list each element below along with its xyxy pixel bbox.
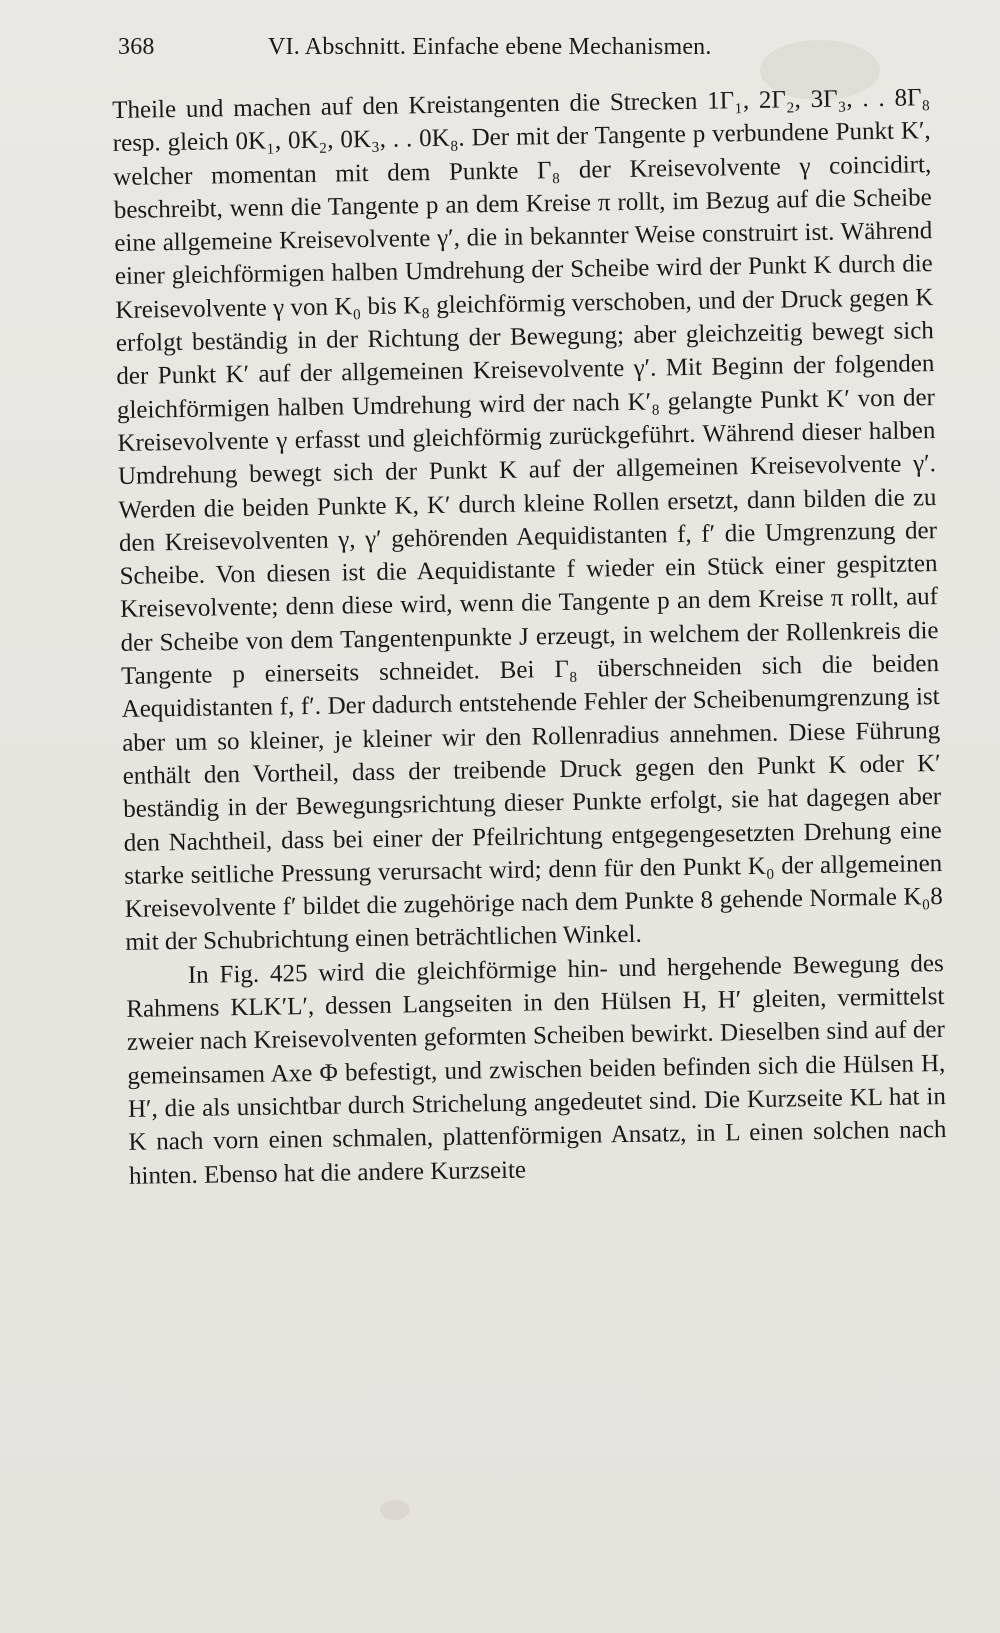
body-text [112, 81, 947, 1193]
paragraph: Theile und machen auf den Kreistangenten die Strecken 1Γ₁, 2Γ₂, 3Γ₃, . . 8Γ₈ resp. gleich 0K₁, 0K₂, 0K₃, . . 0K₈. Der mit der Tangente p verbundene Punkt K′, welcher momentan mit dem Punkte Γ₈ der Kreisevolvente γ coincidirt, beschreibt, wenn die Tangente p an dem Kreise π rollt, im Bezug auf die Scheibe eine allgemeine Kreisevolvente γ′, die in bekannter Weise construirt ist. Während einer gleichförmigen halben Umdrehung der Scheibe wird der Punkt K durch die Kreisevolvente γ von K₀ bis K₈ gleichförmig verschoben, und der Druck gegen K erfolgt beständig in der Richtung der Bewegung; aber gleichzeitig bewegt sich der Punkt K′ auf der allgemeinen Kreisevolvente γ′. Mit Beginn der folgenden gleichförmigen halben Umdrehung wird der nach K′₈ gelangte Punkt K′ von der Kreisevolvente γ erfasst und gleichförmig zurückgeführt. Während dieser halben Umdrehung bewegt sich der Punkt K auf der allgemeinen Kreisevolvente γ′. Werden die beiden Punkte K, K′ durch kleine Rollen ersetzt, dann bilden die zu den Kreisevolventen γ, γ′ gehörenden Aequidistanten f, f′ die Umgrenzung der Scheibe. Von diesen ist die Aequidistante f wieder ein Stück einer gespitzten Kreisevolvente; denn diese wird, wenn die Tangente p an dem Kreise π rollt, auf der Scheibe von dem Tangentenpunkte J erzeugt, in welchem der Rollenkreis die Tangente p einerseits schneidet. Bei Γ₈ überschneiden sich die beiden Aequidistanten f, f′. Der dadurch entstehende Fehler der Scheibenumgrenzung ist aber um so kleiner, je kleiner wir den Rollenradius annehmen. Diese Führung enthält den Vortheil, dass der treibende Druck gegen den Punkt K oder K′ beständig in der Bewegungsrichtung dieser Punkte erfolgt, sie hat dagegen aber den Nachtheil, dass bei einer der Pfeilrichtung entgegengesetzten Drehung eine starke seitliche Pressung verursacht wird; denn für den Punkt K₀ der allgemeinen Kreisevolvente f′ bildet die zugehörige nach dem Punkte 8 gehende Normale K₀8 mit der Schubrichtung einen beträchtlichen Winkel. [112, 84, 943, 957]
paragraph: In Fig. 425 wird die gleichförmige hin- und hergehende Bewegung des Rahmens KLK′L′, dessen Langseiten in den Hülsen H, H′ gleiten, vermittelst zweier nach Kreisevolventen geformten Scheiben bewirkt. Dieselben sind auf der gemeinsamen Axe Φ befestigt, und zwischen beiden befinden sich die Hülsen H, H′, die als unsichtbar durch Strichelung angedeutet sind. Die Kurzseite KL hat in K nach vorn einen schmalen, plattenförmigen Ansatz, in L einen solchen nach hinten. Ebenso hat die andere Kurzseite [126, 949, 947, 1190]
page-number: 368 [118, 34, 155, 60]
running-head: VI. Abschnitt. Einfache ebene Mechanismen. [268, 34, 712, 60]
page-header [118, 34, 938, 74]
paper-stain [380, 1500, 410, 1520]
